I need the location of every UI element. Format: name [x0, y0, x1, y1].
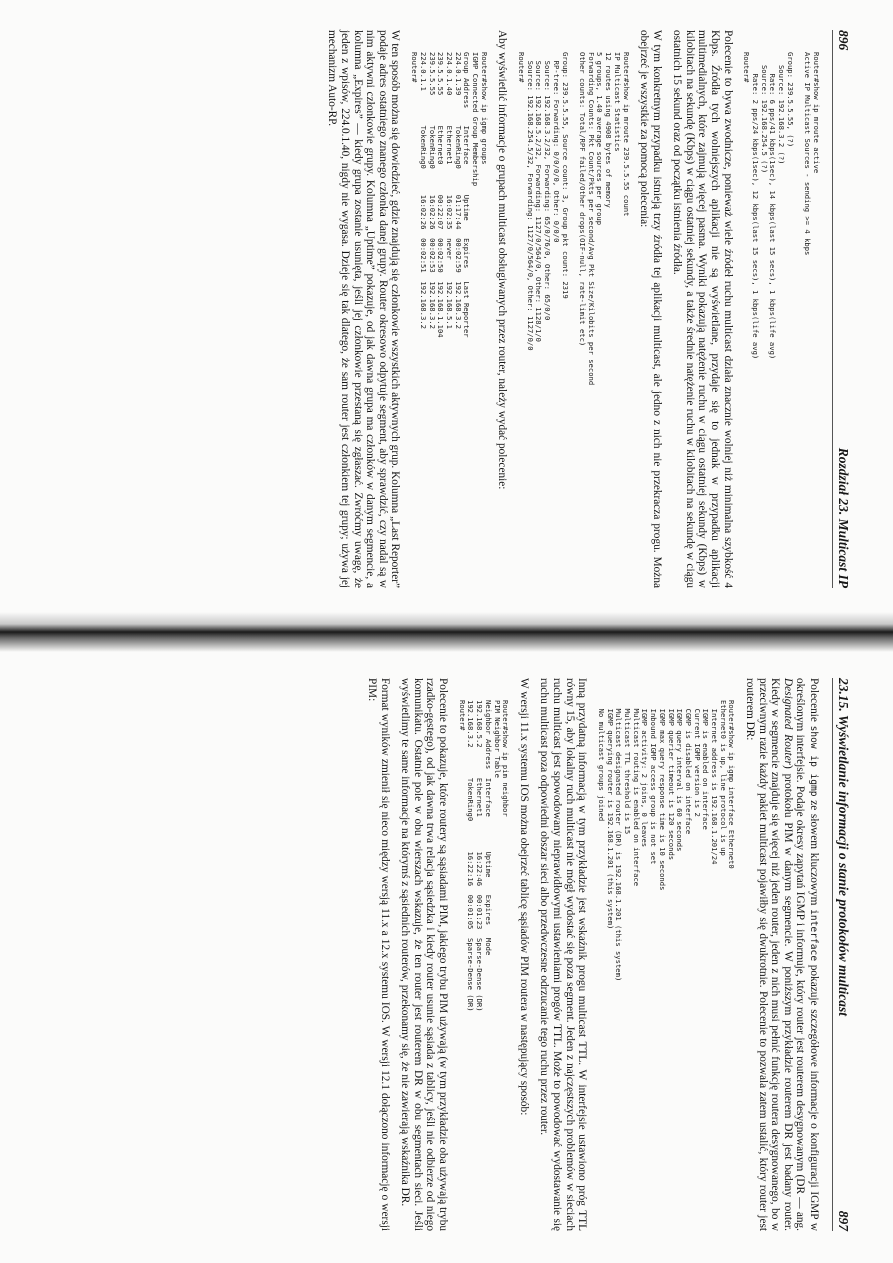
paragraph: Polecenie to pokazuje, które routery są sąsiadami PIM, jakiego trybu PIM używają (w tym przykładzie oba używają trybu rzadko-gęstego), od jak dawna trwa relacja sąsiedzka i kiedy router usunie sąsiada z tablicy, jeśli nie odbierze od niego komunikatu. Ostatnie pole w obu wierszach wskazuje, że ten router jest routerem DR w obu segmentach sieci. Jeśli wyświetlimy te same informacje na którymś z sąsiednich routerów, przekonamy się, że nie zawierają wskaźnika DR. [399, 678, 449, 1231]
text-run: ze słowem kluczowym [808, 796, 820, 910]
left-page-header [832, 30, 851, 588]
page-number: 897 [836, 1210, 851, 1231]
right-page-header [832, 678, 851, 1231]
text-run: ) protokołu PIM w danym segmencie. W poniższym przykładzie routerem DR jest badany router. Kiedy w segmencie znajduje się więcej niż jeden router, jeden z nich musi pełnić funkcję routera desygnowanego, bo w przeciwnym razie każdy pakiet multicast pojawiłby się dwukrotnie. Polecenie to pozwala zatem ustalić, który router jest routerem DR: [744, 678, 794, 1231]
code-listing-pim-neighbor: Router#show ip pim neighbor PIM Neighbor Table Neighbor Address Interface Uptime Expires Mode 192.168.5.2 Ethernet1 16:22:46 00:01:23 Sparse-Dense (DR) 192.168.3.2 TokenRing0 16:22:16 00:01:05 Sparse-Dense (DR) Router# [457, 700, 511, 1012]
paragraph: W wersji 11.x systemu IOS można obejrzeć tablicę sąsiadów PIM routera w następujący sposób: [517, 678, 530, 1116]
code-listing-mroute-active: Router#show ip mroute active Active IP Multicast Sources - sending >= 4 kbps Group: 239.5.5.55, (?) Source: 192.168.3.2 (?) Rate: 6 pps/41 kbps(1sec), 14 kbps(last 15 secs), 1 kbps(life avg) Source: 192.168.254.5 (?) Rate: 2 pps/24 kbps(1sec), 12 kbps(last 15 secs), 1 kbps(life avg) Router# [742, 52, 821, 360]
paragraph: W ten sposób można się dowiedzieć, gdzie znajdują się członkowie wszystkich aktywnych grup. Kolumna „Last Reporter” podaje adres ostatniego znanego członka danej grupy. Router okresowo odpytuje segment, aby sprawdzić, czy nadal są w nim aktywni członkowie grupy. Kolumna „Uptime” pokazuje, od jak dawna grupa ma członków w danym segmencie, a kolumna „Expires” — kiedy grupa zostanie usunięta, jeśli jej członkowie przestaną się zgłaszać. Zwróćmy uwagę, że jeden z wpisów, 224.0.1.40, nigdy nie wygasa. Dzieje się tak dlatego, że sam router jest członkiem tej grupy; używa jej mechanizm Auto-RP. [326, 30, 402, 588]
book-gutter [0, 612, 893, 652]
text-run: Polecenie [808, 678, 820, 726]
code-listing-igmp-interface: Router#show ip igmp interface Ethernet0 Ethernet0 is up, line protocol is up Internet address is 192.168.1.201/24 IGMP is enabled on interface Current IGMP version is 2 CGMP is disabled on interface IGMP query interval is 60 seconds IGMP querier timeout is 120 seconds IGMP max query response time is 10 seconds Inbound IGMP access group is not set IGMP activity: 2 joins, 0 leaves Multicast routing is enabled on interface Multicast TTL threshold is 15 Multicast designated router (DR) is 192.168.1.201 (this system) IGMP querying router is 192.168.1.201 (this system) No multicast groups joined [596, 700, 737, 982]
paragraph: Inną przydatną informacją w tym przykładzie jest wskaźnik progu multicast TTL. W interfejsie ustawiono próg TTL równy 15, aby lokalny ruch multicast nie mógł wydostać się poza segment. Jeden z najczęstszych problemów w sieciach ruchu multicast jest spowodowany nieprawidłowymi ustawieniami progów TTL. Może to powodować wydostawanie się ruchu multicast poza odpowiedni obszar sieci albo przedwczesne odrzucanie tego ruchu przez router. [538, 678, 589, 1231]
text-run: pokazuje szczegółowe informacje o konfiguracji IGMP w określonym interfejsie. Podaje okresy zapytań IGMP i informuje, który router jest routerem desygnowanym (DR — ang. [794, 678, 820, 1231]
inline-command: show ip igmp [808, 725, 819, 797]
inline-term: Designated Router [781, 678, 794, 766]
paragraph: Format wyników zmienił się nieco między wersją 11.x a 12.x systemu IOS. W wersji 12.1 dołączono informację o wersji PIM: [366, 678, 391, 1231]
running-title: Rozdział 23. Multicast IP [836, 447, 851, 588]
left-page [0, 0, 893, 612]
code-listing-igmp-groups: Router#show ip igmp groups IGMP Connected Group Membership Group Address Interface Uptime Expires Last Reporter 224.0.1.39 TokenRing0 01:17:44 00:02:59 192.168.3.2 224.0.1.40 Ethernet1 16:02:35 never 192.168.5.1 239.5.5.55 Ethernet0 00:22:07 00:02:50 192.168.1.104 239.5.5.55 TokenRing0 16:02:26 00:02:53 192.168.3.2 224.0.1.1 TokenRing0 16:02:26 00:02:51 192.168.3.2 Router# [410, 52, 489, 338]
running-title: 23.15. Wyświetlanie informacji o stanie protokołów multicast [836, 678, 851, 1017]
code-listing-mroute-count: Router#show ip mroute 239.5.5.55 count IP Multicast Statistics 12 routes using 4908 bytes of memory 5 groups, 1.40 average sources per group Forwarding Counts: Pkt Count/Pkts per second/Avg Pkt Size/Kilobits per second Other counts: Total/RPF failed/Other drops(OIF-null, rate-limit etc) Group: 239.5.5.55, Source count: 3, Group pkt count: 2319 RP-tree: Forwarding: 0/0/0/0, Other: 0/0/0 Source: 192.168.3.2/32, Forwarding: 65/0/76/0, Other: 65/0/0 Source: 192.168.5.2/32, Forwarding: 1127/0/564/0, Other: 1128/1/0 Source: 192.168.254.5/32, Forwarding: 1127/0/564/0, Other: 1127/0/0 Router# [517, 52, 631, 386]
paragraph: W tym konkretnym przypadku istnieją trzy źródła tej aplikacji multicast, ale jedno z nich nie przekracza progu. Można obejrzeć je wszystkie za pomocą polecenia: [638, 30, 663, 588]
right-page [0, 652, 893, 1263]
paragraph: Aby wyświetlić informacje o grupach multicast obsługiwanych przez router, należy wydać polecenie: [496, 30, 509, 490]
inline-keyword: interface [808, 909, 819, 962]
paragraph [743, 678, 820, 1231]
page-number: 896 [836, 30, 851, 51]
paragraph: Polecenie to bywa zwodnicze, ponieważ wiele źródeł ruchu multicast działa znacznie wolniej niż minimalna szybkość 4 Kbps. Źródła tych wolniejszych aplikacji nie są wyświetlane, przydaje się to jednak w przypadku aplikacji multimedialnych, które zajmują więcej pasma. Wyniki pokazują natężenie ruchu w ciągu ostatniej sekundy (Kbps) w kilobitach na sekundę (Kbps) w ciągu ostatniej sekundy, a także średnie natężenie ruchu w kilobitach na sekundę w ciągu ostatnich 15 sekund oraz od początku istnienia źródła. [671, 30, 734, 588]
